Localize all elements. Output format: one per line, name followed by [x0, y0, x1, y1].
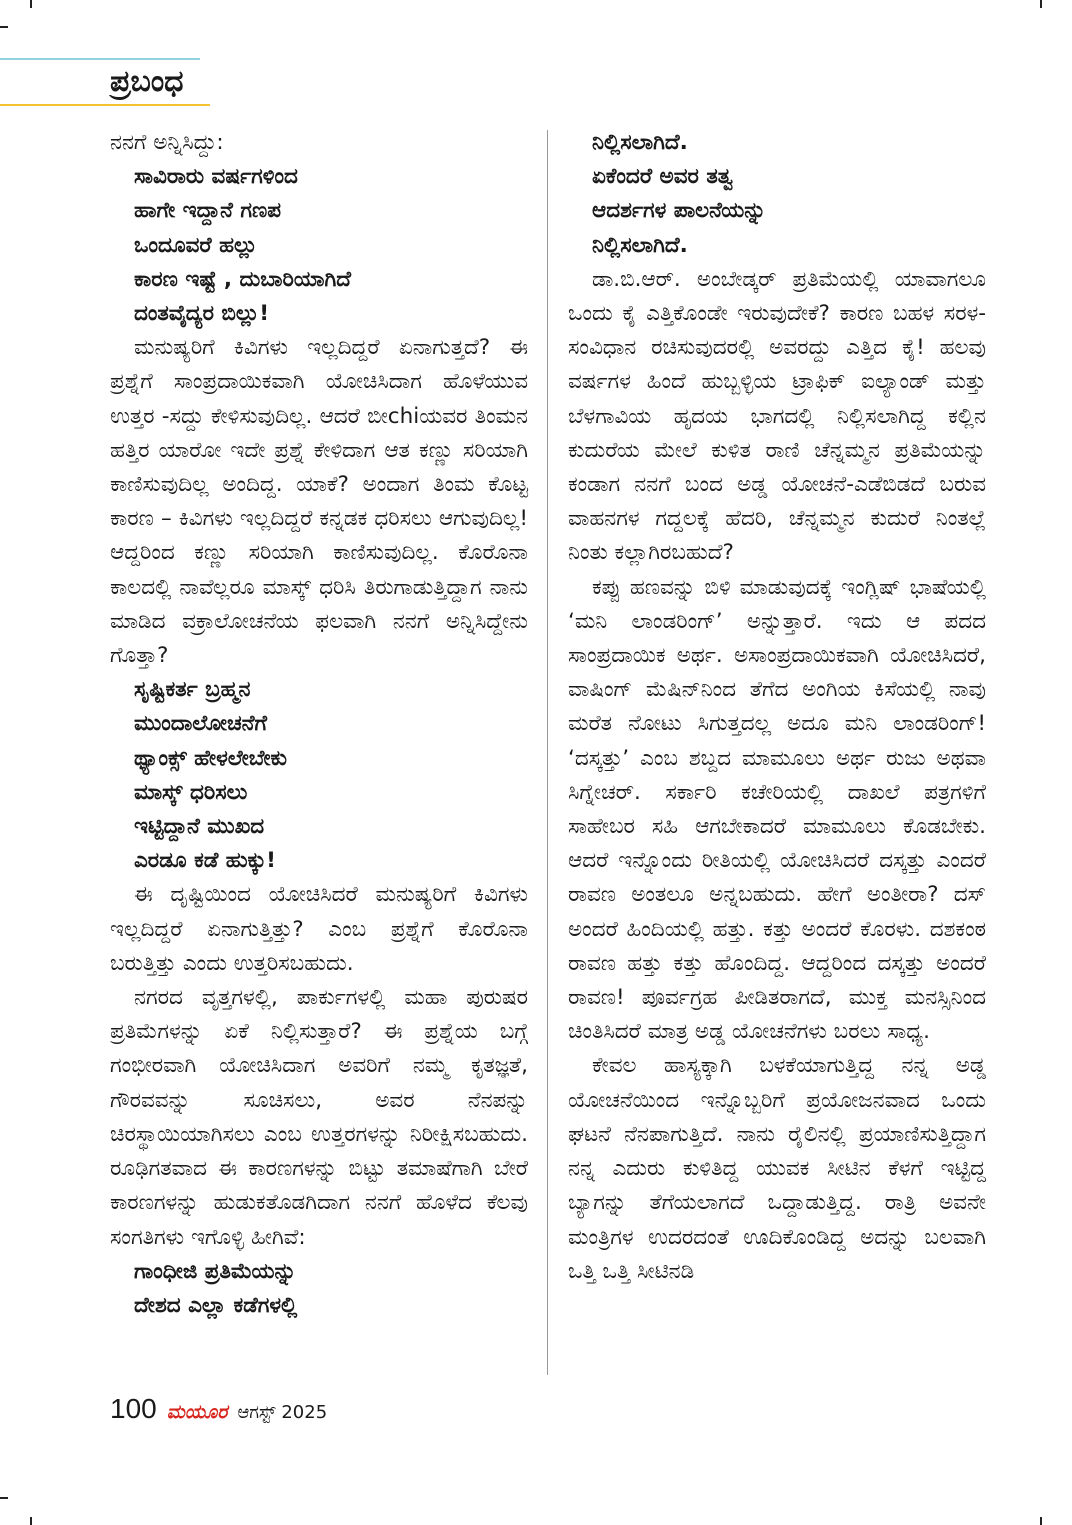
crop-mark-top-right — [1040, 0, 1042, 8]
verse-line: ದಂತವೈದ್ಯರ ಬಿಲ್ಲು! — [134, 301, 270, 327]
verse-line: ಹಾಗೇ ಇದ್ದಾನೆ ಗಣಪ — [134, 198, 282, 224]
verse-line: ಸೃಷ್ಟಿಕರ್ತ ಬ್ರಹ್ಮನ — [134, 677, 251, 703]
verse-line: ಗಾಂಧೀಜಿ ಪ್ರತಿಮೆಯನ್ನು — [134, 1258, 297, 1284]
crop-mark-top-left — [30, 0, 32, 8]
verse-line: ಕಾರಣ ಇಷ್ಟೆ , ದುಬಾರಿಯಾಗಿದೆ — [134, 266, 351, 292]
verse-line: ಏಕೆಂದರೆ ಅವರ ತತ್ವ — [592, 164, 734, 190]
issue-date: ಆಗಸ್ಟ್ 2025 — [237, 1402, 328, 1423]
paragraph: ಈ ದೃಷ್ಟಿಯಿಂದ ಯೋಚಿಸಿದರೆ ಮನುಷ್ಯರಿಗೆ ಕಿವಿಗಳು ಇಲ್ಲದಿದ್ದರೆ ಏನಾಗುತ್ತಿತ್ತು? ಎಂಬ ಪ್ರಶ್ನೆಗೆ ಕೊರೊನಾ ಬರುತ್ತಿತ್ತು ಎಂದು ಉತ್ತರಿಸಬಹುದು. — [110, 882, 528, 976]
page-footer — [110, 1393, 327, 1425]
verse-line: ಎರಡೂ ಕಡೆ ಹುಕ್ಕು! — [134, 848, 276, 874]
paragraph: ಮನುಷ್ಯರಿಗೆ ಕಿವಿಗಳು ಇಲ್ಲದಿದ್ದರೆ ಏನಾಗುತ್ತದೆ? ಈ ಪ್ರಶ್ನೆಗೆ ಸಾಂಪ್ರದಾಯಿಕವಾಗಿ ಯೋಚಿಸಿದಾಗ ಹೊಳೆಯುವ ಉತ್ತರ -ಸದ್ದು ಕೇಳಿಸುವುದಿಲ್ಲ. ಆದರೆ ಬೀchiಯವರ ತಿಂಮನ ಹತ್ತಿರ ಯಾರೋ ಇದೇ ಪ್ರಶ್ನೆ ಕೇಳಿದಾಗ ಆತ ಕಣ್ಣು ಸರಿಯಾಗಿ ಕಾಣಿಸುವುದಿಲ್ಲ ಅಂದಿದ್ದ. ಯಾಕೆ? ಅಂದಾಗ ತಿಂಮ ಕೊಟ್ಟ ಕಾರಣ – ಕಿವಿಗಳು ಇಲ್ಲದಿದ್ದರೆ ಕನ್ನಡಕ ಧರಿಸಲು ಆಗುವುದಿಲ್ಲ! ಆದ್ದರಿಂದ ಕಣ್ಣು ಸರಿಯಾಗಿ ಕಾಣಿಸುವುದಿಲ್ಲ. ಕೊರೊನಾ ಕಾಲದಲ್ಲಿ ನಾವೆಲ್ಲರೂ ಮಾಸ್ಕ್ ಧರಿಸಿ ತಿರುಗಾಡುತ್ತಿದ್ದಾಗ ನಾನು ಮಾಡಿದ ವಕ್ರಾಲೋಚನೆಯ ಫಲವಾಗಿ ನನಗೆ ಅನ್ನಿಸಿದ್ದೇನು ಗೊತ್ತಾ? — [110, 335, 528, 669]
crop-mark-bottom-left-v — [30, 1517, 32, 1525]
verse-line: ಇಟ್ಟಿದ್ದಾನೆ ಮುಖದ — [134, 814, 265, 840]
verse-line: ನಿಲ್ಲಿಸಲಾಗಿದೆ. — [592, 130, 688, 155]
paragraph: ಕಪ್ಪು ಹಣವನ್ನು ಬಿಳಿ ಮಾಡುವುದಕ್ಕೆ ಇಂಗ್ಲಿಷ್ ಭಾಷೆಯಲ್ಲಿ ‘ಮನಿ ಲಾಂಡರಿಂಗ್’ ಅನ್ನುತ್ತಾರೆ. ಇದು ಆ ಪದದ ಸಾಂಪ್ರದಾಯಿಕ ಅರ್ಥ. ಅಸಾಂಪ್ರದಾಯಿಕವಾಗಿ ಯೋಚಿಸಿದರೆ, ವಾಷಿಂಗ್ ಮೆಷಿನ್‌ನಿಂದ ತೆಗೆದ ಅಂಗಿಯ ಕಿಸೆಯಲ್ಲಿ ನಾವು ಮರೆತ ನೋಟು ಸಿಗುತ್ತದಲ್ಲ ಅದೂ ಮನಿ ಲಾಂಡರಿಂಗ್! ‘ದಸ್ಕತ್ತು’ ಎಂಬ ಶಬ್ದದ ಮಾಮೂಲು ಅರ್ಥ ರುಜು ಅಥವಾ ಸಿಗ್ನೇಚರ್. ಸರ್ಕಾರಿ ಕಚೇರಿಯಲ್ಲಿ ದಾಖಲೆ ಪತ್ರಗಳಿಗೆ ಸಾಹೇಬರ ಸಹಿ ಆಗಬೇಕಾದರೆ ಮಾಮೂಲು ಕೊಡಬೇಕು. ಆದರೆ ಇನ್ನೊಂದು ರೀತಿಯಲ್ಲಿ ಯೋಚಿಸಿದರೆ ದಸ್ಕತ್ತು ಎಂದರೆ ರಾವಣ ಅಂತಲೂ ಅನ್ನಬಹುದು. ಹೇಗೆ ಅಂತೀರಾ? ದಸ್ ಅಂದರೆ ಹಿಂದಿಯಲ್ಲಿ ಹತ್ತು. ಕತ್ತು ಅಂದರೆ ಕೊರಳು. ದಶಕಂಠ ರಾವಣ ಹತ್ತು ಕತ್ತು ಹೊಂದಿದ್ದ. ಆದ್ದರಿಂದ ದಸ್ಕತ್ತು ಅಂದರೆ ರಾವಣ! ಪೂರ್ವಗ್ರಹ ಪೀಡಿತರಾಗದೆ, ಮುಕ್ತ ಮನಸ್ಸಿನಿಂದ ಚಿಂತಿಸಿದರೆ ಮಾತ್ರ ಅಡ್ಡ ಯೋಚನೆಗಳು ಬರಲು ಸಾಧ್ಯ. — [568, 574, 987, 1045]
paragraph: ಡಾ.ಬಿ.ಆರ್. ಅಂಬೇಡ್ಕರ್ ಪ್ರತಿಮೆಯಲ್ಲಿ ಯಾವಾಗಲೂ ಒಂದು ಕೈ ಎತ್ತಿಕೊಂಡೇ ಇರುವುದೇಕೆ? ಕಾರಣ ಬಹಳ ಸರಳ- ಸಂವಿಧಾನ ರಚಿಸುವುದರಲ್ಲಿ ಅವರದ್ದು ಎತ್ತಿದ ಕೈ! ಹಲವು ವರ್ಷಗಳ ಹಿಂದೆ ಹುಬ್ಬಳ್ಳಿಯ ಟ್ರಾಫಿಕ್ ಐಲ್ಯಾಂಡ್ ಮತ್ತು ಬೆಳಗಾವಿಯ ಹೃದಯ ಭಾಗದಲ್ಲಿ ನಿಲ್ಲಿಸಲಾಗಿದ್ದ ಕಲ್ಲಿನ ಕುದುರೆಯ ಮೇಲೆ ಕುಳಿತ ರಾಣಿ ಚೆನ್ನಮ್ಮನ ಪ್ರತಿಮೆಯನ್ನು ಕಂಡಾಗ ನನಗೆ ಬಂದ ಅಡ್ಡ ಯೋಚನೆ-ಎಡೆಬಿಡದೆ ಬರುವ ವಾಹನಗಳ ಗದ್ದಲಕ್ಕೆ ಹೆದರಿ, ಚೆನ್ನಮ್ಮನ ಕುದುರೆ ನಿಂತಲ್ಲೆ ನಿಂತು ಕಲ್ಲಾಗಿರಬಹುದೆ? — [568, 266, 986, 566]
verse-line: ಮಾಸ್ಕ್ ಧರಿಸಲು — [134, 779, 248, 805]
header-rule-bottom — [0, 104, 210, 106]
verse-line: ಥ್ಯಾಂಕ್ಸ್ ಹೇಳಲೇಬೇಕು — [134, 745, 288, 771]
crop-mark-bottom-left — [0, 1497, 8, 1499]
verse-line: ಸಾವಿರಾರು ವರ್ಷಗಳಿಂದ — [134, 164, 298, 190]
paragraph: ನನಗೆ ಅನ್ನಿಸಿದ್ದು: — [110, 130, 224, 155]
page-number: 100 — [110, 1393, 157, 1424]
verse-line: ಒಂದೂವರೆ ಹಲ್ಲು — [134, 232, 258, 258]
section-title: ಪ್ರಬಂಧ — [110, 64, 184, 99]
verse-line: ದೇಶದ ಎಲ್ಲಾ ಕಡೆಗಳಲ್ಲಿ — [134, 1292, 298, 1318]
left-column — [110, 126, 528, 1323]
crop-mark-bottom-right — [1040, 1517, 1042, 1525]
magazine-logo: ಮಯೂರ — [166, 1401, 228, 1423]
paragraph: ನಗರದ ವೃತ್ತಗಳಲ್ಲಿ, ಪಾರ್ಕುಗಳಲ್ಲಿ ಮಹಾ ಪುರುಷರ ಪ್ರತಿಮೆಗಳನ್ನು ಏಕೆ ನಿಲ್ಲಿಸುತ್ತಾರೆ? ಈ ಪ್ರಶ್ನೆಯ ಬಗ್ಗೆ ಗಂಭೀರವಾಗಿ ಯೋಚಿಸಿದಾಗ ಅವರಿಗೆ ನಮ್ಮ ಕೃತಜ್ಞತೆ, ಗೌರವವನ್ನು ಸೂಚಿಸಲು, ಅವರ ನೆನಪನ್ನು ಚಿರಸ್ಥಾಯಿಯಾಗಿಸಲು ಎಂಬ ಉತ್ತರಗಳನ್ನು ನಿರೀಕ್ಷಿಸಬಹುದು. ರೂಢಿಗತವಾದ ಈ ಕಾರಣಗಳನ್ನು ಬಿಟ್ಟು ತಮಾಷೆಗಾಗಿ ಬೇರೆ ಕಾರಣಗಳನ್ನು ಹುಡುಕತೊಡಗಿದಾಗ ನನಗೆ ಹೊಳೆದ ಕೆಲವು ಸಂಗತಿಗಳು ಇಗೊಳ್ಳಿ ಹೀಗಿವೆ: — [110, 985, 528, 1250]
crop-mark-top-left-h — [0, 26, 8, 28]
verse-line: ಆದರ್ಶಗಳ ಪಾಲನೆಯನ್ನು — [592, 198, 766, 224]
column-divider — [547, 130, 548, 1375]
verse-line: ಮುಂದಾಲೋಚನೆಗೆ — [134, 711, 267, 737]
header-rule-top — [0, 58, 200, 60]
right-column — [568, 126, 986, 1289]
paragraph: ಕೇವಲ ಹಾಸ್ಯಕ್ಕಾಗಿ ಬಳಕೆಯಾಗುತ್ತಿದ್ದ ನನ್ನ ಅಡ್ಡ ಯೋಚನೆಯಿಂದ ಇನ್ನೊಬ್ಬರಿಗೆ ಪ್ರಯೋಜನವಾದ ಒಂದು ಘಟನೆ ನೆನಪಾಗುತ್ತಿದೆ. ನಾನು ರೈಲಿನಲ್ಲಿ ಪ್ರಯಾಣಿಸುತ್ತಿದ್ದಾಗ ನನ್ನ ಎದುರು ಕುಳಿತಿದ್ದ ಯುವಕ ಸೀಟಿನ ಕೆಳಗೆ ಇಟ್ಟಿದ್ದ ಬ್ಯಾಗನ್ನು ತೆಗೆಯಲಾಗದೆ ಒದ್ದಾಡುತ್ತಿದ್ದ. ರಾತ್ರಿ ಅವನೇ ಮಂತ್ರಿಗಳ ಉದರದಂತೆ ಊದಿಕೊಂಡಿದ್ದ ಅದನ್ನು ಬಲವಾಗಿ ಒತ್ತಿ ಒತ್ತಿ ಸೀಟಿನಡಿ — [568, 1053, 986, 1284]
verse-line: ನಿಲ್ಲಿಸಲಾಗಿದೆ. — [592, 232, 688, 258]
